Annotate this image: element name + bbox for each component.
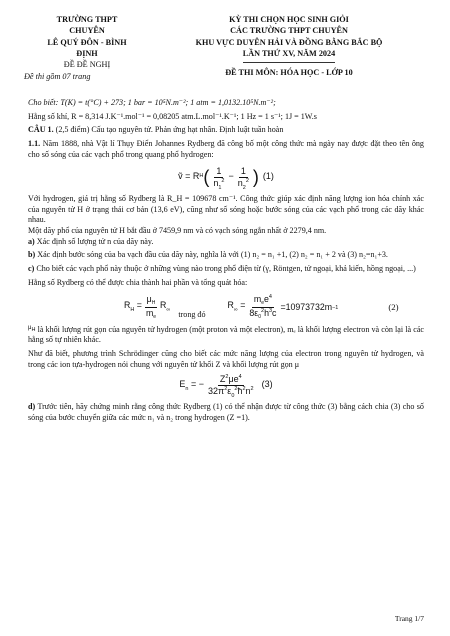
header bbox=[24, 14, 424, 82]
school-line-2: CHUYÊN bbox=[69, 26, 105, 36]
rydberg-split-paragraph: Hằng số Rydberg có thể được chia thành hai phần và tổng quát hóa: bbox=[28, 277, 248, 287]
pages-note: Đề thi gồm 07 trang bbox=[24, 71, 91, 81]
reduced-mass-text: là khối lượng rút gọn của nguyên tử hydrogen (một proton và một electron), mₑ là khối lượng electron và còn lại là các hằng số tự nhiên khác. bbox=[28, 324, 425, 345]
part-1-1-label: 1.1. bbox=[28, 138, 41, 148]
exam-line-4: LẦN THỨ XV, NĂM 2024 bbox=[242, 48, 336, 58]
rydberg-formula-1: ṽ = R H ( $\frac{1}{n_1^2}$ − $\frac{1}{n_2^2}$ ) (1) bbox=[178, 166, 274, 191]
header-divider bbox=[243, 62, 335, 63]
energy-level-formula: $E_n$ = − $\frac{Z^2\mu e^4}{32\pi^2\varepsilon_0^2ħ^2n^2}$ (3) bbox=[179, 374, 273, 399]
question-a-label: a) bbox=[28, 236, 35, 246]
question-1-heading bbox=[28, 125, 424, 136]
question-b-text: Xác định bước sóng của ba vạch đầu của dãy này, nghĩa là với (1) n₂ = n₁ +1, (2) n₂ = n₁ + 2 và (3) n₂=n₁+3. bbox=[37, 250, 388, 260]
question-1-title: (2,5 điểm) Cấu tạo nguyên tử. Phản ứng hạt nhân. Định luật tuần hoàn bbox=[55, 125, 284, 135]
in-word: trong đó bbox=[178, 310, 206, 320]
exam-line-1: KỲ THI CHỌN HỌC SINH GIỎI bbox=[229, 15, 349, 24]
page-number: Trang 1/7 bbox=[394, 614, 424, 624]
question-b-label: b) bbox=[28, 250, 36, 260]
exam-subject: ĐỀ THI MÔN: HÓA HỌC - LỚP 10 bbox=[225, 68, 353, 78]
school-line-4: ĐỊNH bbox=[76, 48, 98, 58]
equation-3-tag: (3) bbox=[261, 379, 273, 390]
question-c-text: Cho biết các vạch phổ này thuộc ở những vùng nào trong phổ điện từ (γ, Röntgen, tử ngoại, khả kiến, hồng ngoại, ...) bbox=[36, 263, 416, 273]
question-a bbox=[28, 237, 424, 248]
question-d-label: d) bbox=[28, 402, 36, 412]
exam-line-3: KHU VỰC DUYÊN HẢI VÀ ĐỒNG BẰNG BẮC BỘ bbox=[195, 37, 383, 47]
given-line-1: Cho biết: T(K) = t(°C) + 273; 1 bar = 10⁵N.m⁻²; 1 atm = 1,0132.10⁵N.m⁻²; bbox=[28, 97, 276, 107]
question-c-label: c) bbox=[28, 263, 35, 273]
hydrogen-paragraph: Với hydrogen, giá trị hằng số Rydberg là R_H = 109678 cm⁻¹. Công thức giúp xác định năng lượng ion hóa chính xác của nguyên tử H ở trạng thái cơ bản (13,6 eV), cũng như số sóng hoặc bước sóng của các vạch phổ trong các dãy khác nhau. bbox=[28, 193, 424, 225]
question-d-text: Trước tiên, hãy chứng minh rằng công thức Rydberg (1) có thể nhận được từ công thức (3) bằng cách chia (3) cho số sóng của bước chuyển giữa các mức n₁ và n₂ trong hydrogen (Z =1). bbox=[28, 402, 424, 422]
school-block bbox=[24, 14, 146, 82]
school-line-3: LÊ QUÝ ĐÔN - BÌNH bbox=[47, 37, 127, 47]
schrodinger-text: Như đã biết, phương trình Schrödinger cũng cho biết các mức năng lượng của electron trong nguyên tử hydrogen, và trong các ion tựa-hydrogen nói chung với nguyên tử khối Z và khối lượng rút gọn μ bbox=[28, 349, 424, 369]
question-d bbox=[28, 402, 424, 423]
question-a-text: Xác định số lượng tử n của dãy này. bbox=[36, 236, 154, 246]
reduced-mass-paragraph bbox=[28, 325, 424, 346]
exam-block bbox=[154, 14, 424, 82]
r-infinity-value: =10973732m bbox=[280, 301, 333, 312]
question-b bbox=[28, 250, 424, 261]
schrodinger-paragraph bbox=[28, 349, 424, 370]
rydberg-formula-2: $R_H$ = $\frac{\mu_H}{m_e}$ $R_\infty$ trong đó $R_\infty$ = $\frac{m_ee^4}{8\varepsilon_0^2h^3c}$ =10973732m −1 (2) bbox=[124, 294, 399, 321]
question-1-label: CÂU 1. bbox=[28, 125, 54, 135]
exam-line-2: CÁC TRƯỜNG THPT CHUYÊN bbox=[230, 26, 348, 36]
series-paragraph: Một dãy phổ của nguyên tử H bắt đầu ở 7459,9 nm và có vạch sóng ngắn nhất ở 2279,4 nm. bbox=[28, 225, 327, 235]
given-line-2: Hằng số khí, R = 8,314 J.K⁻¹.mol⁻¹ = 0,08205 atm.L.mol⁻¹.K⁻¹; 1 Hz = 1 s⁻¹; 1J = 1W.s bbox=[28, 111, 317, 121]
mu-h-symbol: μH bbox=[28, 324, 36, 333]
part-1-1 bbox=[28, 139, 424, 160]
equation-1-tag: (1) bbox=[262, 171, 274, 182]
proposal-label: ĐỀ ĐỀ NGHỊ bbox=[63, 60, 111, 70]
question-c bbox=[28, 264, 424, 275]
part-1-1-text: Năm 1888, nhà Vật lí Thụy Điển Johannes Rydberg đã công bố một công thức mà ngày nay được đặt theo tên ông cho số sóng của các vạch phổ trong quang phổ hydrogen: bbox=[28, 138, 424, 159]
school-line-1: TRƯỜNG THPT bbox=[56, 15, 118, 24]
equation-2-tag: (2) bbox=[388, 301, 399, 312]
